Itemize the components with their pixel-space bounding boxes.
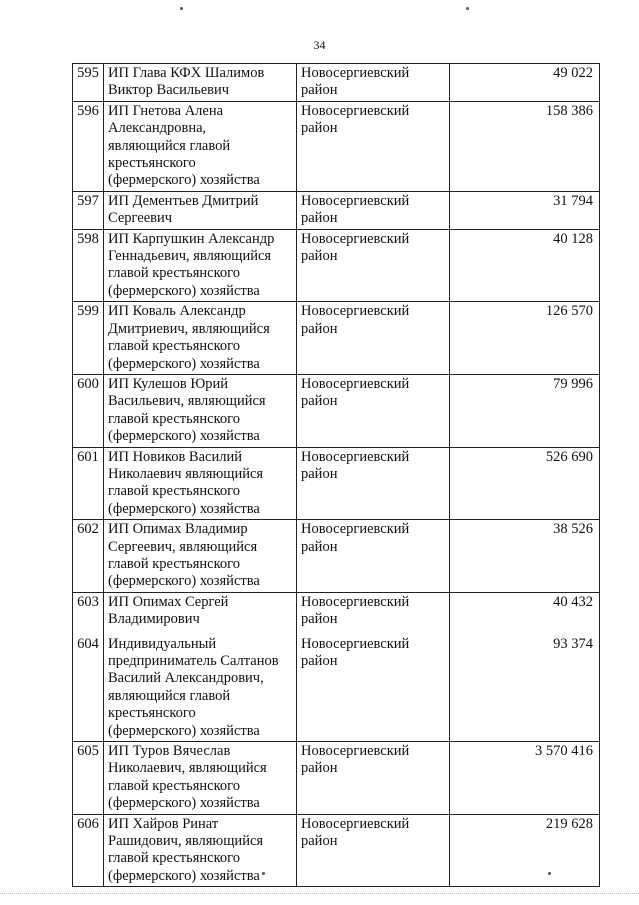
table-row — [73, 101, 600, 191]
row-number: 597 — [73, 191, 104, 229]
row-number: 606 — [73, 814, 104, 887]
amount: 49 022 — [450, 64, 600, 102]
district: Новосергиевский район — [297, 64, 450, 102]
row-number: 601 — [73, 447, 104, 520]
row-number: 598 — [73, 229, 104, 302]
entity-name: ИП Глава КФХ Шалимов Виктор Васильевич — [104, 64, 297, 102]
district: Новосергиевский район — [297, 630, 450, 742]
table-row — [73, 814, 600, 887]
entity-name: ИП Новиков Василий Николаевич являющийся главой крестьянского (фермерского) хозяйства — [104, 447, 297, 520]
scan-speck — [466, 7, 469, 10]
table-row — [73, 742, 600, 815]
district: Новосергиевский район — [297, 302, 450, 375]
entity-name: ИП Карпушкин Александр Геннадьевич, являющийся главой крестьянского (фермерского) хозяйства — [104, 229, 297, 302]
district: Новосергиевский район — [297, 229, 450, 302]
scan-edge — [0, 893, 639, 894]
row-number: 600 — [73, 374, 104, 447]
page-number: 34 — [313, 38, 326, 52]
entity-name: ИП Дементьев Дмитрий Сергеевич — [104, 191, 297, 229]
district: Новосергиевский район — [297, 447, 450, 520]
table-row — [73, 191, 600, 229]
row-number: 596 — [73, 101, 104, 191]
district: Новосергиевский район — [297, 191, 450, 229]
table-row — [73, 592, 600, 629]
entity-name: ИП Кулешов Юрий Васильевич, являющийся главой крестьянского (фермерского) хозяйства — [104, 374, 297, 447]
amount: 3 570 416 — [450, 742, 600, 815]
district: Новосергиевский район — [297, 814, 450, 887]
amount: 126 570 — [450, 302, 600, 375]
district: Новосергиевский район — [297, 592, 450, 629]
row-number: 603 — [73, 592, 104, 629]
district: Новосергиевский район — [297, 374, 450, 447]
table-row — [73, 374, 600, 447]
table-row — [73, 229, 600, 302]
district: Новосергиевский район — [297, 520, 450, 593]
amount: 93 374 — [450, 630, 600, 742]
scan-speck — [180, 7, 183, 10]
amount: 158 386 — [450, 101, 600, 191]
amount: 526 690 — [450, 447, 600, 520]
amount: 40 432 — [450, 592, 600, 629]
entity-name: ИП Туров Вячеслав Николаевич, являющийся главой крестьянского (фермерского) хозяйства — [104, 742, 297, 815]
district: Новосергиевский район — [297, 742, 450, 815]
entity-name: ИП Гнетова Алена Александровна, являющийся главой крестьянского (фермерского) хозяйства — [104, 101, 297, 191]
registry-table — [72, 63, 600, 887]
row-number: 599 — [73, 302, 104, 375]
row-number: 602 — [73, 520, 104, 593]
row-number: 595 — [73, 64, 104, 102]
entity-name: ИП Хайров Ринат Рашидович, являющийся главой крестьянского (фермерского) хозяйства — [104, 814, 297, 887]
row-number: 604 — [73, 630, 104, 742]
scan-speck — [548, 872, 551, 875]
table-row — [73, 630, 600, 742]
amount: 79 996 — [450, 374, 600, 447]
amount: 219 628 — [450, 814, 600, 887]
entity-name: ИП Опимах Сергей Владимирович — [104, 592, 297, 629]
amount: 40 128 — [450, 229, 600, 302]
district: Новосергиевский район — [297, 101, 450, 191]
amount: 31 794 — [450, 191, 600, 229]
entity-name: ИП Коваль Александр Дмитриевич, являющийся главой крестьянского (фермерского) хозяйства — [104, 302, 297, 375]
row-number: 605 — [73, 742, 104, 815]
amount: 38 526 — [450, 520, 600, 593]
table-row — [73, 64, 600, 102]
table-row — [73, 520, 600, 593]
table-row — [73, 447, 600, 520]
entity-name: ИП Опимах Владимир Сергеевич, являющийся главой крестьянского (фермерского) хозяйства — [104, 520, 297, 593]
entity-name: Индивидуальный предприниматель Салтанов Василий Александрович, являющийся главой крестьянского (фермерского) хозяйства — [104, 630, 297, 742]
scan-speck — [262, 872, 265, 875]
table-row — [73, 302, 600, 375]
